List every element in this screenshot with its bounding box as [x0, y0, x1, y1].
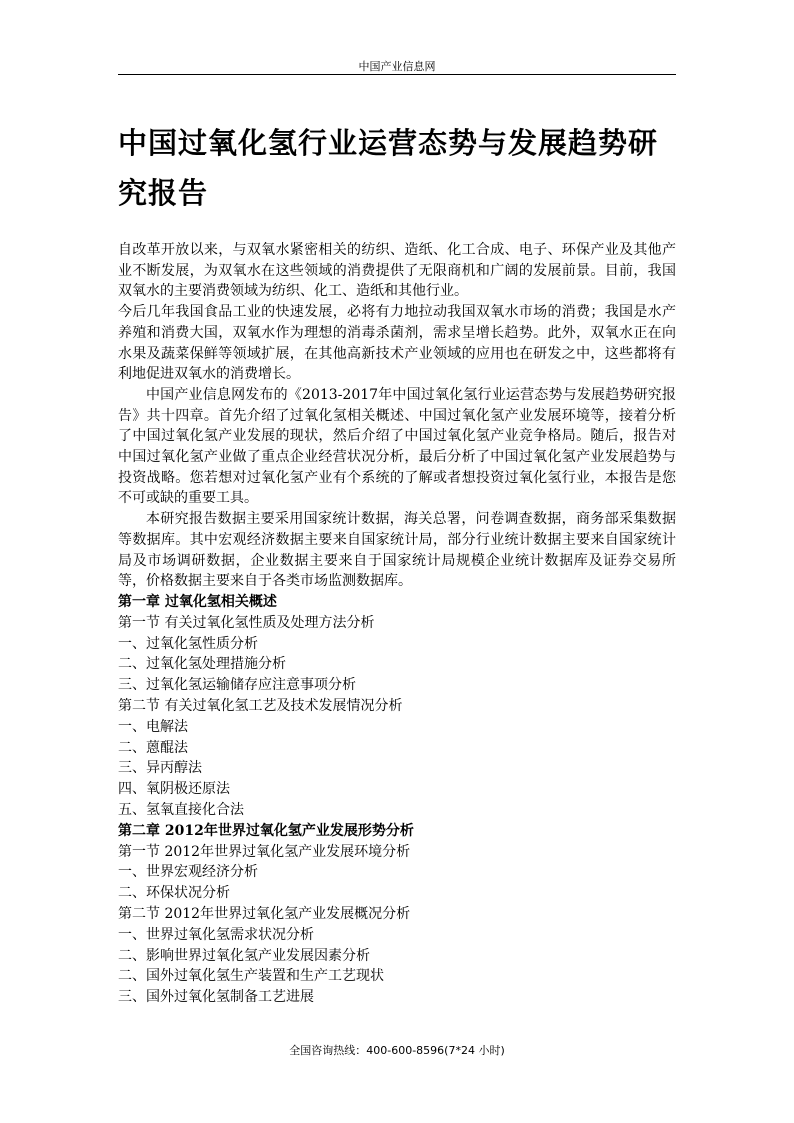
intro-paragraph-1: 自改革开放以来，与双氧水紧密相关的纺织、造纸、化工合成、电子、环保产业及其他产业不断发展，为双氧水在这些领域的消费提供了无限商机和广阔的发展前景。目前，我国双氧水的主要消费领域为纺织、化工、造纸和其他行业。 [118, 242, 676, 300]
toc-item: 二、环保状况分析 [118, 885, 230, 902]
toc-item: 三、异丙醇法 [118, 760, 202, 777]
intro-paragraph-2: 今后几年我国食品工业的快速发展，必将有力地拉动我国双氧水市场的消费；我国是水产养殖和消费大国，双氧水作为理想的消毒杀菌剂，需求呈增长趋势。此外，双氧水正在向水果及蔬菜保鲜等领域扩展，在其他高新技术产业领域的应用也在研发之中，这些都将有利地促进双氧水的消费增长。 [118, 304, 676, 383]
toc-item: 二、蒽醌法 [118, 739, 188, 756]
toc-item: 四、氧阴极还原法 [118, 781, 230, 798]
toc-item: 一、世界过氧化氢需求状况分析 [118, 926, 314, 943]
intro-paragraph-4: 本研究报告数据主要采用国家统计数据，海关总署，问卷调查数据，商务部采集数据等数据库。其中宏观经济数据主要来自国家统计局，部分行业统计数据主要来自国家统计局及市场调研数据，企业数据主要来自于国家统计局规模企业统计数据库及证券交易所等，价格数据主要来自于各类市场监测数据库。 [118, 511, 676, 590]
toc-chapter: 第一章 过氧化氢相关概述 [118, 593, 277, 610]
toc-section: 第二节 有关过氧化氢工艺及技术发展情况分析 [118, 697, 403, 714]
toc-item: 三、过氧化氢运输储存应注意事项分析 [118, 677, 356, 694]
toc-item: 一、世界宏观经济分析 [118, 864, 258, 881]
report-title: 中国过氧化氢行业运营态势与发展趋势研究报告 [118, 126, 659, 210]
toc-item: 一、过氧化氢性质分析 [118, 635, 258, 652]
toc-item: 五、氢氧直接化合法 [118, 801, 244, 818]
table-of-contents [118, 592, 676, 1008]
toc-item: 二、影响世界过氧化氢产业发展因素分析 [118, 947, 370, 964]
toc-chapter: 第二章 2012年世界过氧化氢产业发展形势分析 [118, 822, 414, 839]
header-divider [118, 74, 676, 75]
document-body [118, 240, 676, 1008]
toc-section: 第一节 有关过氧化氢性质及处理方法分析 [118, 614, 375, 631]
toc-item: 二、国外过氧化氢生产装置和生产工艺现状 [118, 968, 384, 985]
toc-item: 二、过氧化氢处理措施分析 [118, 656, 286, 673]
toc-section: 第一节 2012年世界过氧化氢产业发展环境分析 [118, 843, 411, 860]
header-site-name: 中国产业信息网 [358, 60, 436, 73]
footer-hotline: 全国咨询热线：400-600-8596(7*24 小时) [289, 1044, 505, 1057]
toc-item: 三、国外过氧化氢制备工艺进展 [118, 989, 314, 1006]
toc-section: 第二节 2012年世界过氧化氢产业发展概况分析 [118, 905, 411, 922]
toc-item: 一、电解法 [118, 718, 188, 735]
intro-paragraph-3: 中国产业信息网发布的《2013-2017年中国过氧化氢行业运营态势与发展趋势研究报告》共十四章。首先介绍了过氧化氢相关概述、中国过氧化氢产业发展环境等，接着分析了中国过氧化氢产业发展的现状，然后介绍了中国过氧化氢产业竞争格局。随后，报告对中国过氧化氢产业做了重点企业经营状况分析，最后分析了中国过氧化氢产业发展趋势与投资战略。您若想对过氧化氢产业有个系统的了解或者想投资过氧化氢行业，本报告是您不可或缺的重要工具。 [118, 386, 676, 507]
